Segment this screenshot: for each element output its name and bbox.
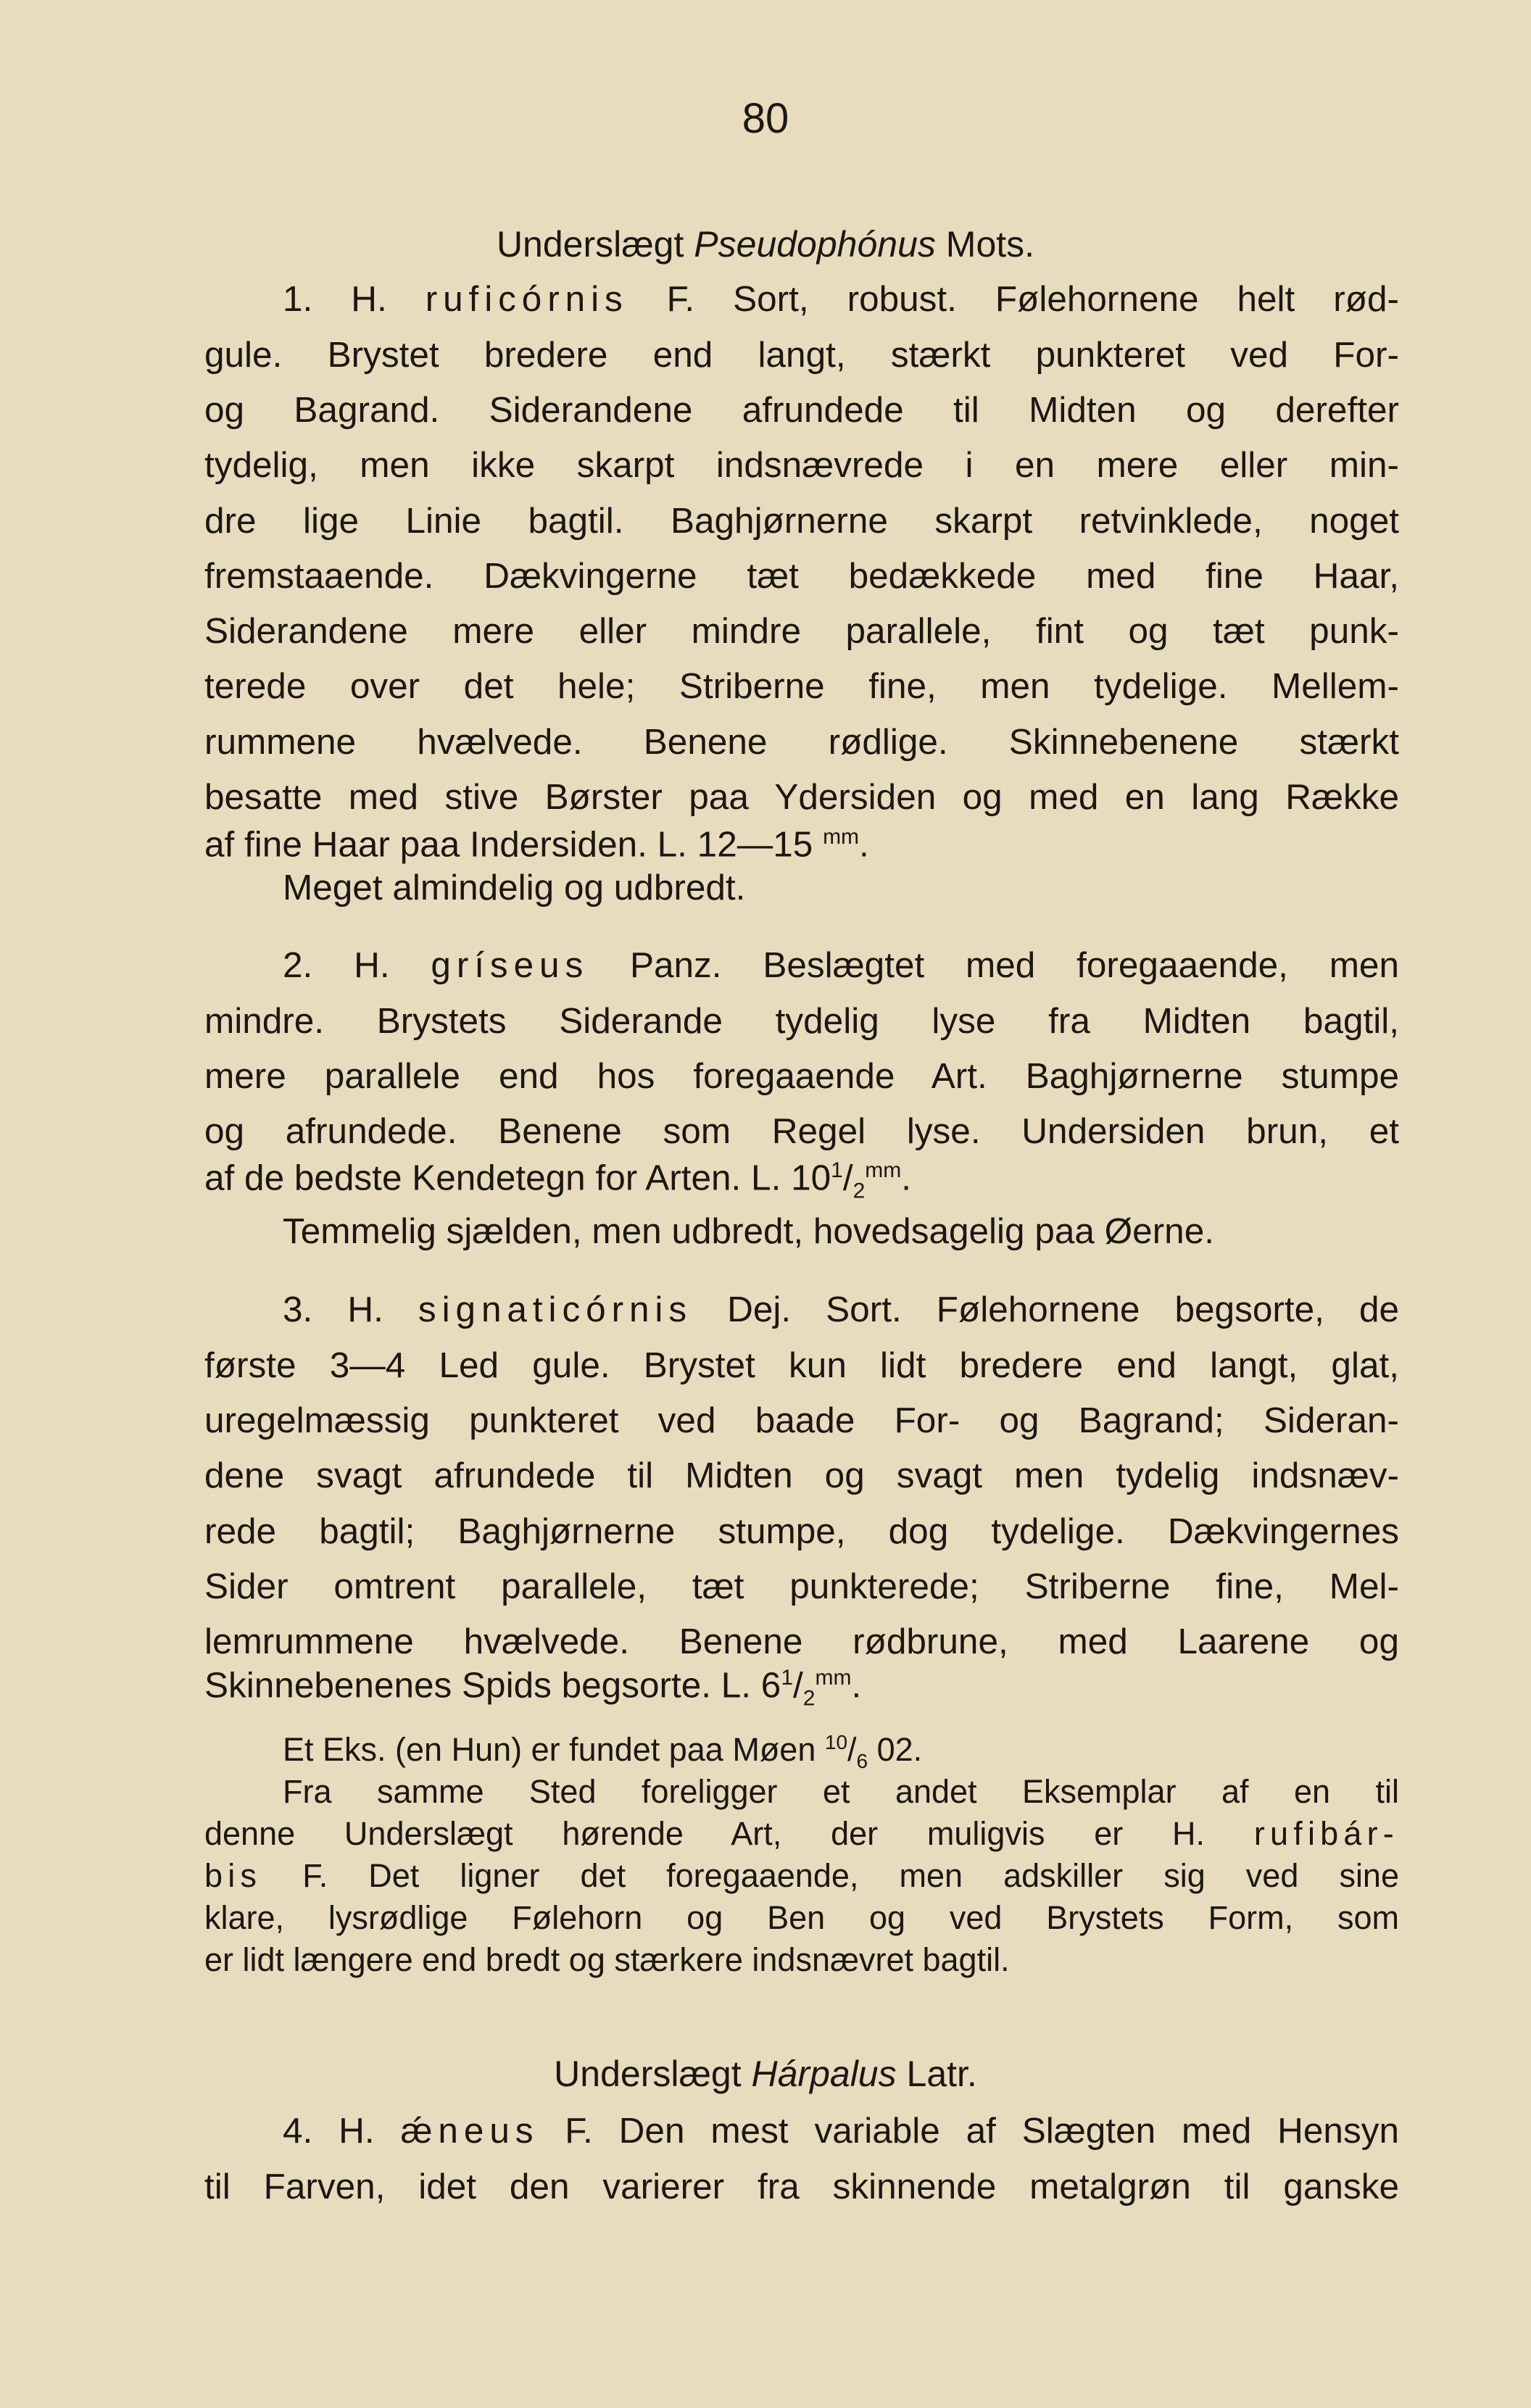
species-entry-3-first-line: 3. H. signaticórnis Dej. Sort. Følehornene begsorte, de (283, 1290, 1399, 1329)
note-line: klare, lysrødlige Følehorn og Ben og ved Brystets Form, som (204, 1899, 1399, 1936)
text-line: og Bagrand. Siderandene afrundede til Midten og derefter (204, 390, 1399, 430)
species-name: bis (204, 1857, 262, 1894)
note-line: Fra samme Sted foreligger et andet Eksemplar af en til (283, 1773, 1399, 1810)
text-line: og afrundede. Benene som Regel lyse. Undersiden brun, et (204, 1111, 1399, 1151)
text-line: rede bagtil; Baghjørnerne stumpe, dog tydelige. Dækvingernes (204, 1511, 1399, 1551)
species-entry-3-last-line: Skinnebenenes Spids begsorte. L. $6^1/_2^{mm}$. (204, 1665, 862, 1711)
text-line: mere parallele end hos foregaaende Art. Baghjørnerne stumpe (204, 1056, 1399, 1096)
note-line: denne Underslægt hørende Art, der muligvis er H. rufibár- (204, 1815, 1399, 1852)
species-name: gríseus (431, 945, 589, 985)
species-entry-2-first-line: 2. H. gríseus Panz. Beslægtet med foregaaende, men (283, 945, 1399, 985)
text-line: Sider omtrent parallele, tæt punkterede; Striberne fine, Mel- (204, 1566, 1399, 1606)
species-entry-1-first-line: 1. H. ruficórnis F. Sort, robust. Følehornene helt rød- (283, 279, 1399, 319)
note-line: bis F. Det ligner det foregaaende, men adskiller sig ved sine (204, 1857, 1399, 1894)
species-1-distribution: Meget almindelig og udbredt. (283, 868, 746, 908)
note-find-record: Et Eks. (en Hun) er fundet paa Møen $^{10}/_6$ 02. (283, 1731, 923, 1772)
text-line: besatte med stive Børster paa Ydersiden og med en lang Række (204, 777, 1399, 817)
page-number: 80 (742, 95, 789, 142)
text-line: dre lige Linie bagtil. Baghjørnerne skarpt retvinklede, noget (204, 501, 1399, 541)
unit-mm: mm (823, 825, 860, 849)
text-line: fremstaaende. Dækvingerne tæt bedækkede med fine Haar, (204, 556, 1399, 596)
species-name: signaticórnis (418, 1290, 693, 1329)
note-line: er lidt længere end bredt og stærkere indsnævret bagtil. (204, 1941, 1010, 1978)
text-line: gule. Brystet bredere end langt, stærkt punkteret ved For- (204, 335, 1399, 375)
species-entry-4-first-line: 4. H. ǽneus F. Den mest variable af Slægten med Hensyn (283, 2111, 1399, 2151)
subgenus-heading-pseudophonus: Underslægt Pseudophónus Mots. (496, 224, 1035, 265)
text-line: første 3—4 Led gule. Brystet kun lidt bredere end langt, glat, (204, 1345, 1399, 1385)
text-line: mindre. Brystets Siderande tydelig lyse fra Midten bagtil, (204, 1001, 1399, 1041)
text-line: rummene hvælvede. Benene rødlige. Skinnebenene stærkt (204, 722, 1399, 762)
subgenus-heading-harpalus: Underslægt Hárpalus Latr. (554, 2054, 977, 2094)
text-line: dene svagt afrundede til Midten og svagt men tydelig indsnæv- (204, 1456, 1399, 1495)
species-entry-1-last-line: af fine Haar paa Indersiden. L. 12—15 $^{mm}$. (204, 824, 869, 865)
species-name: ruficórnis (425, 279, 628, 319)
species-name: ǽneus (400, 2111, 539, 2151)
text-line: Siderandene mere eller mindre parallele, fint og tæt punk- (204, 611, 1399, 651)
text-line: lemrummene hvælvede. Benene rødbrune, med Laarene og (204, 1622, 1399, 1661)
text-line: uregelmæssig punkteret ved baade For- og Bagrand; Sideran- (204, 1400, 1399, 1440)
text-line: tydelig, men ikke skarpt indsnævrede i en mere eller min- (204, 445, 1399, 485)
species-entry-2-last-line: af de bedste Kendetegn for Arten. L. $10^1/_2^{mm}$. (204, 1158, 912, 1203)
species-name: rufibár- (1253, 1815, 1399, 1852)
species-2-distribution: Temmelig sjælden, men udbredt, hovedsagelig paa Øerne. (283, 1211, 1214, 1251)
unit-mm: mm (815, 1666, 852, 1690)
text-line: til Farven, idet den varierer fra skinnende metalgrøn til ganske (204, 2167, 1399, 2206)
text-line: terede over det hele; Striberne fine, men tydelige. Mellem- (204, 666, 1399, 706)
unit-mm: mm (865, 1158, 902, 1182)
